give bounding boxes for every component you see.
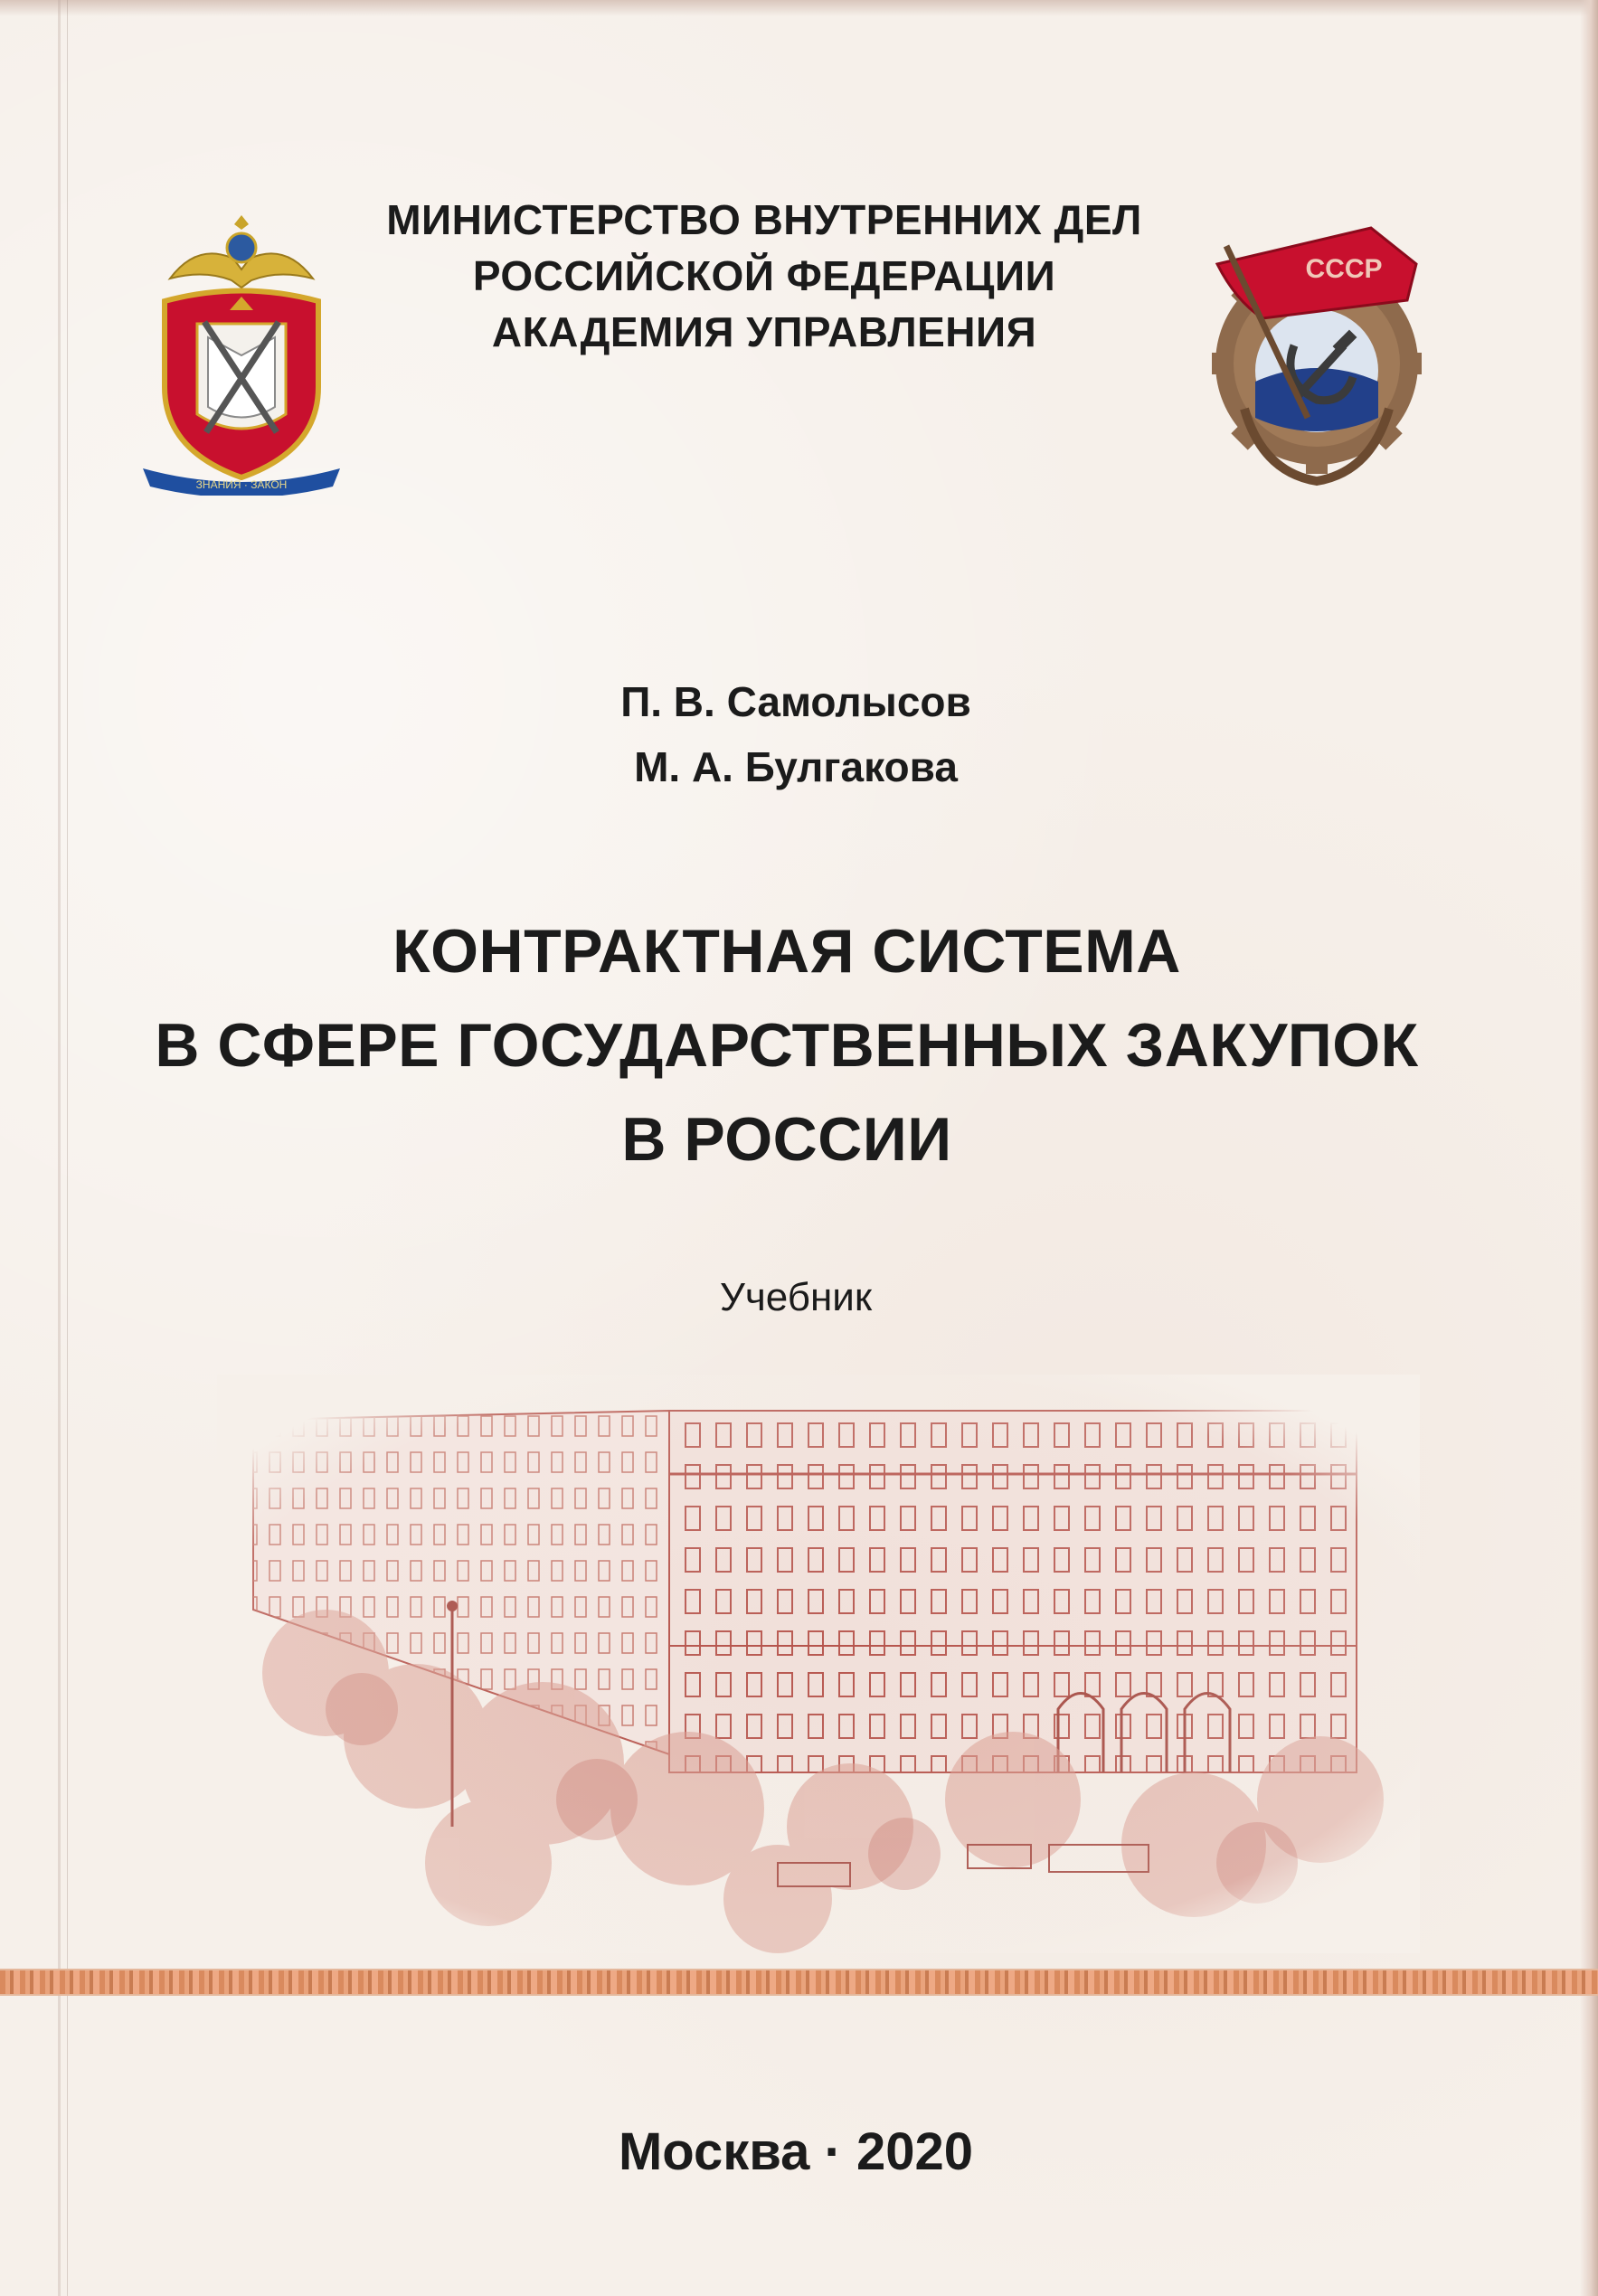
- academy-coat-of-arms-icon: [143, 206, 340, 496]
- author-name: М. А. Булгакова: [634, 743, 958, 790]
- authors-block: [434, 669, 1158, 799]
- publication-city: Москва: [618, 2122, 810, 2181]
- organization-line: РОССИЙСКОЙ ФЕДЕРАЦИИ: [472, 252, 1056, 299]
- badge-text: СССР: [1305, 254, 1383, 284]
- title-line: В СФЕРЕ ГОСУДАРСТВЕННЫХ ЗАКУПОК: [155, 1011, 1419, 1080]
- academy-building-illustration: [217, 1375, 1420, 1953]
- organization-line: МИНИСТЕРСТВО ВНУТРЕННИХ ДЕЛ: [386, 196, 1142, 243]
- title-line: В РОССИИ: [621, 1105, 952, 1174]
- decorative-stripe: [0, 1969, 1598, 1996]
- author-name: П. В. Самолысов: [620, 678, 971, 725]
- publication-info: [434, 2116, 1158, 2188]
- spine-fold-line-inner: [67, 0, 68, 2296]
- organization-heading: [344, 192, 1185, 360]
- footer-separator: ·: [824, 2122, 842, 2181]
- document-type-label: Учебник: [719, 1275, 873, 1319]
- title-line: КОНТРАКТНАЯ СИСТЕМА: [392, 917, 1181, 986]
- spine-fold-line: [58, 0, 61, 2296]
- order-red-banner-of-labour-icon: [1208, 210, 1434, 490]
- organization-line: АКАДЕМИЯ УПРАВЛЕНИЯ: [491, 308, 1037, 355]
- book-title: [90, 904, 1483, 1186]
- cover-top-edge: [0, 0, 1598, 16]
- svg-text:ЗНАНИЯ · ЗАКОН: ЗНАНИЯ · ЗАКОН: [195, 478, 288, 491]
- double-headed-eagle-icon: [170, 215, 313, 288]
- cover-right-edge: [1580, 0, 1598, 2296]
- publication-year: 2020: [856, 2122, 974, 2181]
